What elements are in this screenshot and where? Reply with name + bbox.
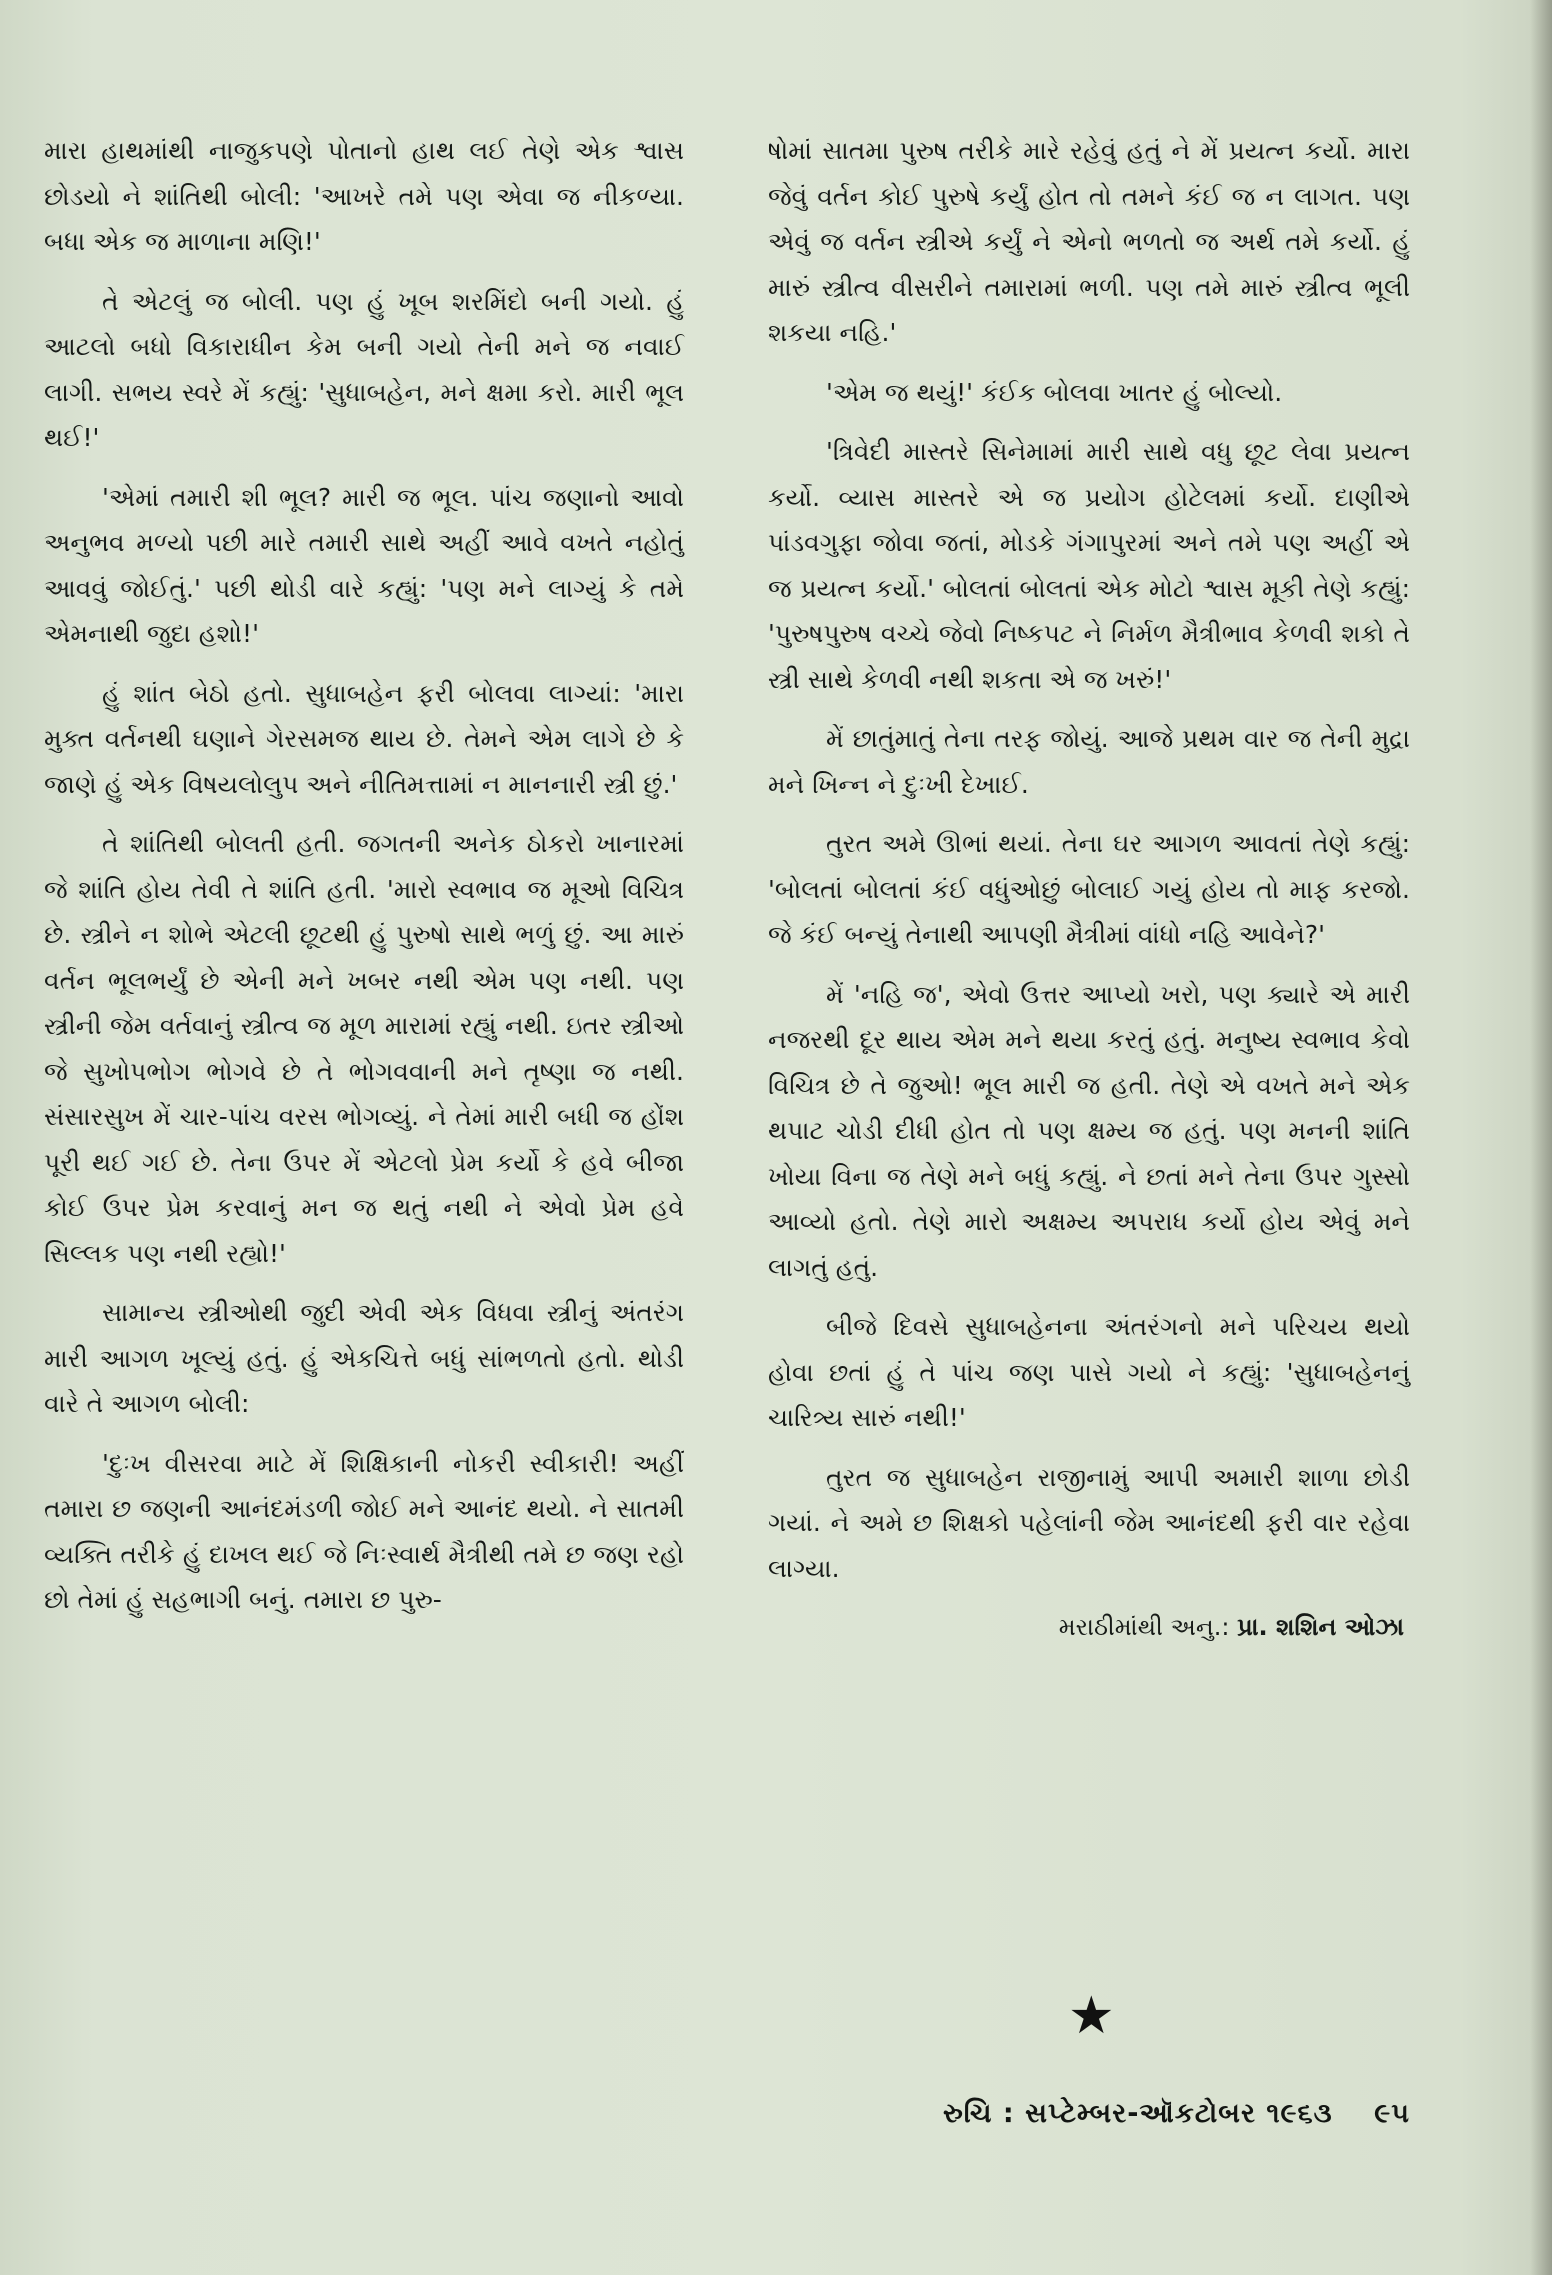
paragraph: ષોમાં સાતમા પુરુષ તરીકે મારે રહેવું હતું ને મેં પ્રયત્ન કર્યો. મારા જેવું વર્તન કોઈ પુરુષે કર્યું હોત તો તમને કંઈ જ ન લાગત. પણ એવું જ વર્તન સ્ત્રીએ કર્યું ને એનો ભળતો જ અર્થ તમે કર્યો. હું મારું સ્ત્રીત્વ વીસરીને તમારામાં ભળી. પણ તમે મારું સ્ત્રીત્વ ભૂલી શકયા નહિ.' xyxy=(768,136,1410,347)
right-column xyxy=(768,128,1410,1651)
paragraph: મેં 'નહિ જ', એવો ઉત્તર આપ્યો ખરો, પણ ક્યારે એ મારી નજરથી દૂર થાય એમ મને થયા કરતું હતું. મનુષ્ય સ્વભાવ કેવો વિચિત્ર છે તે જુઓ! ભૂલ મારી જ હતી. તેણે એ વખતે મને એક થપાટ ચોડી દીધી હોત તો પણ ક્ષમ્ય જ હતું. પણ મનની શાંતિ ખોયા વિના જ તેણે મને બધું કહ્યું. ને છતાં મને તેના ઉપર ગુસ્સો આવ્યો હતો. તેણે મારો અક્ષમ્ય અપરાધ કર્યો હોય એવું મને લાગતું હતું. xyxy=(768,979,1410,1282)
page-footer xyxy=(850,2098,1410,2130)
paragraph: મેં છાતુંમાતું તેના તરફ જોયું. આજે પ્રથમ વાર જ તેની મુદ્રા મને ખિન્ન ને દુઃખી દેખાઈ. xyxy=(768,724,1410,799)
paragraph: મારા હાથમાંથી નાજુકપણે પોતાનો હાથ લઈ તેણે એક શ્વાસ છોડયો ને શાંતિથી બોલી: 'આખરે તમે પણ એવા જ નીકળ્યા. બધા એક જ માળાના મણિ!' xyxy=(44,136,684,256)
page-number: ૯૫ xyxy=(1374,2098,1410,2129)
issue-date: સપ્ટેમ્બર-ઑકટોબર ૧૯૬૩ xyxy=(1025,2098,1333,2129)
paragraph: સામાન્ય સ્ત્રીઓથી જુદી એવી એક વિધવા સ્ત્રીનું અંતરંગ મારી આગળ ખૂલ્યું હતું. હું એકચિત્તે બધું સાંભળતો હતો. થોડી વારે તે આગળ બોલી: xyxy=(44,1298,684,1418)
paragraph: 'એમાં તમારી શી ભૂલ? મારી જ ભૂલ. પાંચ જણાનો આવો અનુભવ મળ્યો પછી મારે તમારી સાથે અહીં આવે વખતે નહોતું આવવું જોઈતું.' પછી થોડી વારે કહ્યું: 'પણ મને લાગ્યું કે તમે એમનાથી જુદા હશો!' xyxy=(44,482,684,648)
magazine-name: રુચિ xyxy=(943,2098,993,2129)
footer-separator: : xyxy=(1002,2098,1026,2129)
paragraph: તુરત અમે ઊભાં થયાં. તેના ઘર આગળ આવતાં તેણે કહ્યું: 'બોલતાં બોલતાં કંઈ વધુંઓછું બોલાઈ ગયું હોય તો માફ કરજો. જે કંઈ બન્યું તેનાથી આપણી મૈત્રીમાં વાંધો નહિ આવેને?' xyxy=(768,829,1410,949)
paragraph: હું શાંત બેઠો હતો. સુધાબહેન ફરી બોલવા લાગ્યાં: 'મારા મુક્ત વર્તનથી ઘણાને ગેરસમજ થાય છે. તેમને એમ લાગે છે કે જાણે હું એક વિષયલોલુપ અને નીતિમત્તામાં ન માનનારી સ્ત્રી છું.' xyxy=(44,678,684,799)
translator-name: પ્રા. શશિન ઓઝા xyxy=(1237,1613,1404,1641)
paragraph: તુરત જ સુધાબહેન રાજીનામું આપી અમારી શાળા છોડી ગયાં. ને અમે છ શિક્ષકો પહેલાંની જેમ આનંદથી ફરી વાર રહેવા લાગ્યા. xyxy=(768,1462,1410,1583)
paragraph: તે શાંતિથી બોલતી હતી. જગતની અનેક ઠોકરો ખાનારમાં જે શાંતિ હોય તેવી તે શાંતિ હતી. 'મારો સ્વભાવ જ મૂઓ વિચિત્ર છે. સ્ત્રીને ન શોભે એટલી છૂટથી હું પુરુષો સાથે ભળું છું. આ મારું વર્તન ભૂલભર્યું છે એની મને ખબર નથી એમ પણ નથી. પણ સ્ત્રીની જેમ વર્તવાનું સ્ત્રીત્વ જ મૂળ મારામાં રહ્યું નથી. ઇતર સ્ત્રીઓ જે સુખોપભોગ ભોગવે છે તે ભોગવવાની મને તૃષ્ણા જ નથી. સંસારસુખ મેં ચાર-પાંચ વરસ ભોગવ્યું. ને તેમાં મારી બધી જ હોંશ પૂરી થઈ ગઈ છે. તેના ઉપર મેં એટલો પ્રેમ કર્યો કે હવે બીજા કોઈ ઉપર પ્રેમ કરવાનું મન જ થતું નથી ને એવો પ્રેમ હવે સિલ્લક પણ નથી રહ્યો!' xyxy=(44,829,684,1268)
page-edge-shadow xyxy=(1530,0,1552,2275)
translator-credit xyxy=(768,1605,1410,1651)
star-icon: ★ xyxy=(1068,1986,1115,2046)
paragraph: 'એમ જ થયું!' કંઈક બોલવા ખાતર હું બોલ્યો. xyxy=(826,377,1283,407)
paragraph: બીજે દિવસે સુધાબહેનના અંતરંગનો મને પરિચય થયો હોવા છતાં હું તે પાંચ જણ પાસે ગયો ને કહ્યું: 'સુધાબહેનનું ચારિત્ર્ય સારું નથી!' xyxy=(768,1312,1410,1432)
paragraph: તે એટલું જ બોલી. પણ હું ખૂબ શરમિંદો બની ગયો. હું આટલો બધો વિકારાધીન કેમ બની ગયો તેની મને જ નવાઈ લાગી. સભય સ્વરે મેં કહ્યું: 'સુધાબહેન, મને ક્ષમા કરો. મારી ભૂલ થઈ!' xyxy=(44,286,684,452)
footer-spacer xyxy=(1343,2098,1364,2129)
paragraph: 'ત્રિવેદી માસ્તરે સિનેમામાં મારી સાથે વધુ છૂટ લેવા પ્રયત્ન કર્યો. વ્યાસ માસ્તરે એ જ પ્રયોગ હોટેલમાં કર્યો. દાણીએ પાંડવગુફા જોવા જતાં, મોડકે ગંગાપુરમાં અને તમે પણ અહીં એ જ પ્રયત્ન કર્યો.' બોલતાં બોલતાં એક મોટો શ્વાસ મૂકી તેણે કહ્યું: 'પુરુષપુરુષ વચ્ચે જેવો નિષ્કપટ ને નિર્મળ મૈત્રીભાવ કેળવી શકો તે સ્ત્રી સાથે કેળવી નથી શકતા એ જ ખરું!' xyxy=(768,437,1410,694)
left-column xyxy=(44,128,684,1637)
paragraph: 'દુઃખ વીસરવા માટે મેં શિક્ષિકાની નોકરી સ્વીકારી! અહીં તમારા છ જણની આનંદમંડળી જોઈ મને આનંદ થયો. ને સાતમી વ્યક્તિ તરીકે હું દાખલ થઈ જે નિઃસ્વાર્થ મૈત્રીથી તમે છ જણ રહો છો તેમાં હું સહભાગી બનું. તમારા છ પુરુ- xyxy=(44,1448,684,1614)
translator-credit-prefix: મરાઠીમાંથી અનુ.: xyxy=(1058,1613,1230,1641)
